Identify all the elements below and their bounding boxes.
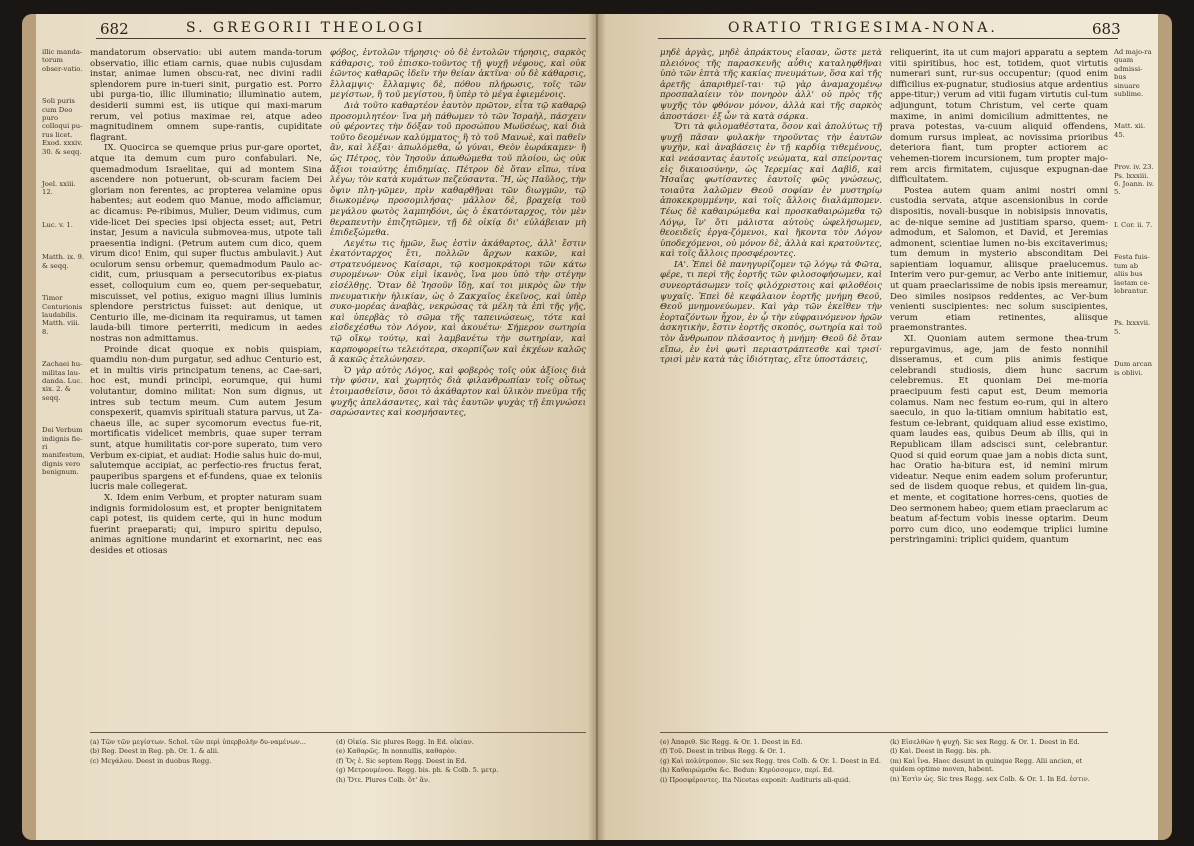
latin-paragraph: X. Idem enim Verbum, et propter naturam suam indignis formidolosum est, et propter benignitatem capi potest, iis quidem certe, qui in hunc modum fuerint praeparati; qui, impuro spiritu depulso, animas agnitione mundarint et exornarint, nec eas desides et otiosas [90,492,322,556]
greek-paragraph: Διὰ τοῦτο καθαρτέον ἑαυτὸν πρῶτον, εἶτα τῷ καθαρῷ προσομιλητέον· ἵνα μὴ πάθωμεν τὸ τῶν Ἰσραὴλ, πάσχειν οὐ φέροντες τὴν δόξαν τοῦ προσώπου Μωϋσέως, καὶ διὰ τοῦτο δεομένων καλύμματος· ἢ τὸ τοῦ Μανωὲ, καὶ παθεῖν ἂν, καὶ λέξαι· ἀπωλόμεθα, ὦ γύναι, Θεὸν ἑωράκαμεν· ἢ ὡς Πέτρος, τὸν Ἰησοῦν ἀπωθώμεθα τοῦ πλοίου, ὡς οὐκ ἄξιοι τοιαύτης ἐπιδημίας. Πέτρον δὲ ὅταν εἴπω, τίνα λέγω; τὸν κατὰ κυμάτων πεζεύσαντα. Ἢ, ὡς Παῦλος, τὴν ὄψιν πλη-γῶμεν, πρὶν καθαρθῆναι τῶν διωγμῶν, τῷ διωκομένῳ προσομιλήσας· μᾶλλον δὲ, βραχείᾳ τοῦ μεγάλου φωτὸς λαμπηδόνι, ὡς ὁ ἑκατόνταρχος, τὸν μὲν θεραπευτὴν ἐπιζητῶμεν, τῇ δὲ οἰκίᾳ δι' εὐλάβειαν μὴ ἐπιδεξώμεθα. [330,100,586,239]
footnote: (d) Οἰκίᾳ. Sic plures Regg. In Ed. οἰκίαν. [336,738,474,746]
right-margin-notes [1114,48,1154,401]
right-page-number: 683 [1092,20,1121,38]
greek-paragraph: Λεγέτω τις ἡμῶν, ἕως ἐστὶν ἀκάθαρτος, ἀλλ' ἔστιν ἑκατόνταρχος ἔτι, πολλῶν ἄρχων κακῶν, καὶ στρατευόμενος Καίσαρι, τῷ κοσμοκράτορι τῶν κάτω συρομένων· Οὐκ εἰμὶ ἱκανὸς, ἵνα μου ὑπὸ τὴν στέγην εἰσέλθῃς. Ὅταν δὲ Ἰησοῦν ἴδῃ, καί τοι μικρὸς ὢν τὴν πνευματικὴν ἡλικίαν, ὡς ὁ Ζακχαῖος ἐκεῖνος, καὶ ὑπὲρ συκο-μορέας ἀναβὰς, νεκρώσας τὰ μέλη τὰ ἐπὶ τῆς γῆς, καὶ ὑπερβὰς τὸ σῶμα τῆς ταπεινώσεως, τότε καὶ εἰσδεχέσθω τὸν Λόγον, καὶ ἀκουέτω· Σήμερον σωτηρία τῷ οἴκῳ τούτῳ, καὶ λαμβανέτω τὴν σωτηρίαν, καὶ καρποφορείτω τελειότερα, σκορπίζων καὶ ἐκχέων καλῶς ἃ κακῶς ἐτελώνησεν. [330,238,586,366]
footnote: (n) Ἐστὶν ὡς. Sic tres Regg. sex Colb. & Or. 1. In Ed. ἑστιν. [890,774,1090,783]
margin-note: Matth. ix. 9. & seqq. [42,253,84,270]
footnote: (e) Ἀπαριθ. Sic Regg. & Or. 1. Deest in Ed. [660,738,803,746]
footnote: (f) Τοῦ. Deest in tribus Regg. & Or. 1. [660,747,786,756]
footnote: (f) Ὅς ἐ. Sic septem Regg. Deest in Ed. [336,756,467,765]
margin-note: Ps. lxxxvii. 5. [1114,319,1151,336]
left-header-rule [96,38,586,39]
footnote: (g) Καὶ πολύτροπον. Sic sex Regg. tres Colb. & Or. 1. Deest in Ed. [660,756,881,765]
footnote: (m) Καὶ ἵνα. Haec desunt in quinque Regg. Alii ancien, et quidem optime moven, habent. [890,756,1083,774]
footnote: (a) Τῶν τῶν μεγίστων. Schol. τῶν περὶ ὑπερβολὴν δυ-ναμένων... [90,738,306,746]
left-page-number: 682 [100,20,129,38]
latin-paragraph: Postea autem quam animi nostri omni custodia servata, atque ascensionibus in corde dispositis, novali-busque in nobisipsis innovatis, ac de-nique semine ad justitiam sparso, quem-admodum, et Salomon, et David, et Jeremias admonent, scientiae lumen no-bis excitaverimus; tum demum in mysterio absconditam Dei sapientiam loquamur, aliisque praelucemus. Interim vero pur-gemur, ac Verbo ante initiemur, ut quam praeclarissime de nobis ipsis mereamur, Deo similes nosipsos reddentes, ac Ver-bum venienti suscipientes: nec solum suscipientes, verum etiam retinentes, aliisque praemonstrantes. [890,185,1108,334]
margin-note: I. Cor. ii. 7. [1114,220,1153,229]
greek-paragraph: ΙΑ'. Ἐπεὶ δὲ πανηγυρίζομεν τῷ λόγῳ τὰ Φῶτα, φέρε, τι περὶ τῆς ἑορτῆς τῶν φιλοσοφήσωμεν, καὶ συνεορτάσωμεν τοῖς φιλόχριστοις καὶ φιλοθέοις ψυχαῖς. Ἐπεὶ δὲ κεφάλαιον ἑορτῆς μνήμη Θεοῦ, Θεοῦ μνημονεύωμεν. Καὶ γὰρ τῶν ἐκεῖθεν τὴν ἑορταζόντων ἦχον, ἐν ᾧ τὴν εὐφραινόμενον ἠρῶν ἀσκητικὴν, ἔστιν ἑορτῆς σκοπὸς, σωτηρία καὶ τοῦ τὸν ἄνθρωπον πλάσαντος ἡ μνήμη· Θεοῦ δὲ ὅταν εἴπω, ἐν ἑνὶ φωτὶ περιαστράπτεσθε καὶ τρισί· τρισὶ μὲν κατὰ τὰς ἰδιότητας, εἴτε ὑποστάσεις, [660,259,882,366]
margin-note: illic manda-torum obser-vatio. [42,48,83,73]
greek-column-right [660,48,882,722]
footnote-rule [90,732,586,733]
footnotes-right-b [890,738,1108,834]
footnote: (b) Reg. Deest in Reg. ph. Or. 1. & alii. [90,747,220,756]
margin-note: Dum arcan is oblivi. [1114,360,1152,377]
footnote: (k) Εἰσελθὼν ἡ ψυχὴ. Sic sex Regg. & Or. 1. Deest in Ed. [890,738,1080,746]
right-running-title: ORATIO TRIGESIMA-NONA. [728,20,998,36]
left-running-title: S. GREGORII THEOLOGI [186,20,426,36]
right-header-rule [658,38,1118,39]
latin-column-left [90,48,322,722]
footnote: (l) Καὶ. Deest in Regg. bis. ph. [890,747,992,756]
margin-note: Festa fuis-tum ab aliis bus laetam ce-lebrantur. [1114,253,1150,295]
footnote: (h) Καθαιρώμεθα &c. Bedun: Κηρύσσομεν, περί. Ed. [660,766,835,775]
greek-paragraph: Ὁ γὰρ αὐτὸς Λόγος, καὶ φοβερὸς τοῖς οὐκ ἀξίοις διὰ τὴν φύσιν, καὶ χωρητὸς διὰ φιλανθρωπίαν τοῖς οὕτως ἑτοιμασθεῖσιν, ὅσοι τὸ ἀκάθαρτον καὶ ὑλικὸν πνεῦμα τῆς ψυχῆς ἀπελάσαντες, καὶ τὰς ἑαυτῶν ψυχὰς τῇ ἐπιγνώσει σαρώσαντες καὶ κοσμήσαντες, [330,365,586,419]
left-margin-notes [42,48,84,501]
footnotes-left-a [90,738,330,834]
footnote: (c) Μεγάλου. Deest in duobus Regg. [90,756,212,765]
footnote: (g) Μετρουμένου. Regg. bis. ph. & Colb. 5. μετρ. [336,766,499,775]
greek-paragraph: μηδὲ ἀργὰς, μηδὲ ἀπράκτους εἴασαν, ὥστε μετὰ πλειόνος τῆς παρασκευῆς αὖθις καταληφθῆναι ὑπὸ τῶν ἑπτὰ τῆς κακίας πνευμάτων, ὅσα καὶ τῆς ἀρετῆς ἀπαριθμεῖ-ται· τῷ γὰρ ἀναμαχομένῳ προσπαλαίειν τὸν πονηρὸν ἀλλ' οὐ πρὸς τῆς ψυχῆς τὸν φθόνον μόνον, ἀλλὰ καὶ τῆς σαρκὸς ἀποστάσει· ἐξ ὧν τὰ κατὰ σάρκα. [660,48,882,122]
greek-column-left [330,48,586,722]
left-page [36,14,597,840]
latin-paragraph: XI. Quoniam autem sermone thea-trum repurgavimus, age, jam de festo nonnihil disseramus, et cum piis animis festique celebrandi studiosis, diem hunc sacrum celebremus. Et quoniam Dei me-moria praecipuum festi caput est, Deum memoria colamus. Nam nec festum eo-rum, qui in altero saeculo, in quo la-titiam omnium habitatio est, festum ce-lebrant, quidquam aliud esse existimo, quam laudes eas, quibus Deum ab illis, qui in Republicam illam adscisci sunt, celebrantur. Quod si quid eorum quae jam a nobis dicta sunt, hac Oratio ha-bitura est, id nemini mirum videatur. Neque enim eadem solum proferuntur, sed de iisdem quoque rebus, et quidem lin-gua, et mente, et cogitatione horres-cens, quoties de Deo sermonem habeo; quem etiam praeclarum ac beatum af-fectum vobis inesse optarim. Deum porro cum dico, uno eodemque triplici lumine perstringamini: triplici quidem, quantum [890,334,1108,546]
margin-note: Soli puris cum Deo puro colloqui pu-rus licet. Exod. xxxiv. 30. & seqq. [42,97,83,156]
footnote: (i) Προσφέροντες. Ita Nicetas exponit: Audituris ali-quid. [660,775,851,784]
footnote: (e) Καθαρῶς. In nonnullis, καθαρὸν. [336,747,457,756]
margin-note: Dei Verbum indignis fie-ri manifestum, dignis vero benignum. [42,426,85,477]
footnote: (h) Ὅτε. Plures Colb. ὅτ' ἂν. [336,775,431,784]
footnotes-right-a [660,738,882,834]
footnote-rule [660,732,1108,733]
margin-note: Luc. v. 1. [42,220,73,229]
latin-column-right [890,48,1108,722]
latin-paragraph: Proinde dicat quoque ex nobis quispiam, quamdiu non-dum purgatur, sed adhuc Centurio est, et in multis viris principatum tenens, ac Cae-sari, hoc est, mundi principi, eorumque, qui humi volutantur, domino militat: Non sum dignus, ut intres sub tectum meum. Cum autem Jesum conspexerit, quamvis spirituali statura parvus, ut Za-chaeus ille, ac super sycomorum evectus fue-rit, mortificatis videlicet membris, quae super terram sunt, atque humilitatis cor-pore superato, tum vero Verbum ex-cipiat, et audiat: Hodie salus huic do-mui, salutemque accipiat, ac perfectio-res fructus ferat, pauperibus spargens et ef-fundens, quae ex teloniis lucris male collegerat. [90,344,322,493]
latin-paragraph: IX. Quocirca se quemque prius pur-gare oportet, atque ita demum cum puro confabulari. Ne, quemadmodum Israelitae, qui ad montem Sina ascendere non potuerunt, ob-scuram faciem Dei gloriam non ferentes, ac propterea velamine opus habentes; aut eodem quo Manue, modo afficiamur, ac dicamus: Pe-ribimus, Mulier, Deum vidimus, cum vide-licet Dei species ipsi objecta esset; aut, Petri instar, Jesum a navicula submovea-mus, utpote tali praesentia indigni. (Petrum autem cum dico, quem virum dico! Enim, qui super fluctus ambulavit.) Aut oculorum sensu orbemur, quemadmodum Paulo ac-cidit, cum, priusquam a persecutoribus ex-piatus esset, colloquium cum eo, quem per-sequebatur, miscuisset, vel potius, exiguo magni illius luminis splendore perstrictus fuisset: aut denique, ut Centurio ille, me-dicinam ita requiramus, ut tamen lauda-bili timore perterriti, medicum in aedes nostras non admittamus. [90,143,322,345]
margin-note: Joel. xxiii. 12. [42,180,76,197]
latin-paragraph: reliquerint, ita ut cum majori apparatu a septem vitii spiritibus, hoc est, totidem, quot virtutis numerari sunt, rur-sus occupentur; (quod enim difficilius ex-pugnatur, studiosius atque ardentius appe-titur;) verum ad vitii fugam virtutis cul-tum adjungunt, totum Christum, vel certe quam maxime, in animi domicilium admittentes, ne prava potestas, va-cuum aliquid offendens, domum rursus impleat, ac novissima prioribus deteriora fiant, tum propter actiorem ac vehemen-tiorem incursionem, tum propter majo-rem arcis firmitatem, cujusque expugnan-dae difficultatem. [890,48,1108,186]
footnotes-left-b [336,738,586,834]
margin-note: Ad majo-ra quam admissi-bus sinuare sublime. [1114,48,1152,99]
margin-note: Zachaei hu-militas lau-danda. Luc. xix. 2. & seqq. [42,360,83,402]
right-page [598,14,1158,840]
open-book [22,14,1172,840]
margin-note: Matt. xii. 45. [1114,122,1146,139]
margin-note: Timor Centurionis laudabilis. Matth. viii. 8. [42,294,83,336]
greek-paragraph: Ὅτι τὰ φιλομαθέστατα, ὅσον καὶ ἀπολύτως τῇ ψυχῇ πᾶσαν φυλακὴν τηροῦντας τὴν ἑαυτῶν ψυχὴν, καὶ ἀναβάσεις ἐν τῇ καρδίᾳ τιθεμένους, καὶ νεάσαντας ἑαυτοῖς νεώματα, καὶ σπείροντας εἰς δικαιοσύνην, ὡς Ἱερεμίας καὶ Δαβὶδ, καὶ Ἡσαΐας φωτίσαντες ἑαυτοῖς φῶς γνώσεως, τοιαῦτα λαλῶμεν Θεοῦ σοφίαν ἐν μυστηρίῳ ἀποκεκρυμμένην, καὶ τοῖς ἄλλοις διαλάμπομεν. Τέως δὲ καθαιρώμεθα καὶ προσκαθαιρώμεθα τῷ Λόγῳ, ἵν' ὅτι μάλιστα αὐτοὺς ὠφελήσωμεν, θεοειδεῖς ἐργα-ζόμενοι, καὶ ἥκοντα τὸν Λόγον ὑποδεχόμενοι, οὐ μόνον δὲ, ἀλλὰ καὶ κρατοῦντες, καὶ τοῖς ἄλλοις προσφέροντες. [660,122,882,260]
latin-paragraph: mandatorum observatio: ubi autem manda-torum observatio, illic etiam carnis, quae nubis cujusdam instar, animae lumen obscu-rat, nec divini radii splendorem pure in-tueri sinit, purgatio est. Porro ubi purga-tio, illic illuminatio; illuminatio autem, desiderii summi est, iis utique qui maxi-marum rerum, vel potius maximae rei, atque adeo magnitudinem omnem supe-rantis, cupiditate flagrant. [90,48,322,143]
margin-note: Prov. iv. 23. Ps. lxxxiii. 6. Joann. iv. 5. [1114,163,1154,197]
book-gutter [588,14,606,840]
greek-paragraph: φόβος, ἐντολῶν τήρησις· οὗ δὲ ἐντολῶν τήρησις, σαρκὸς κάθαρσις, τοῦ ἐπισκο-τοῦντος τῇ ψυχῇ νέφους, καὶ οὐκ ἐῶντος καθαρῶς ἰδεῖν τὴν θείαν ἀκτῖνα· οὗ δὲ κάθαρσις, ἔλλαμψις· ἔλλαμψις δὲ, πόθου πλήρωσις, τοῖς τῶν μεγίστων, ἢ τοῦ μεγίστου, ἢ ὑπὲρ τὸ μέγα ἐφιεμένοις. [330,48,586,101]
